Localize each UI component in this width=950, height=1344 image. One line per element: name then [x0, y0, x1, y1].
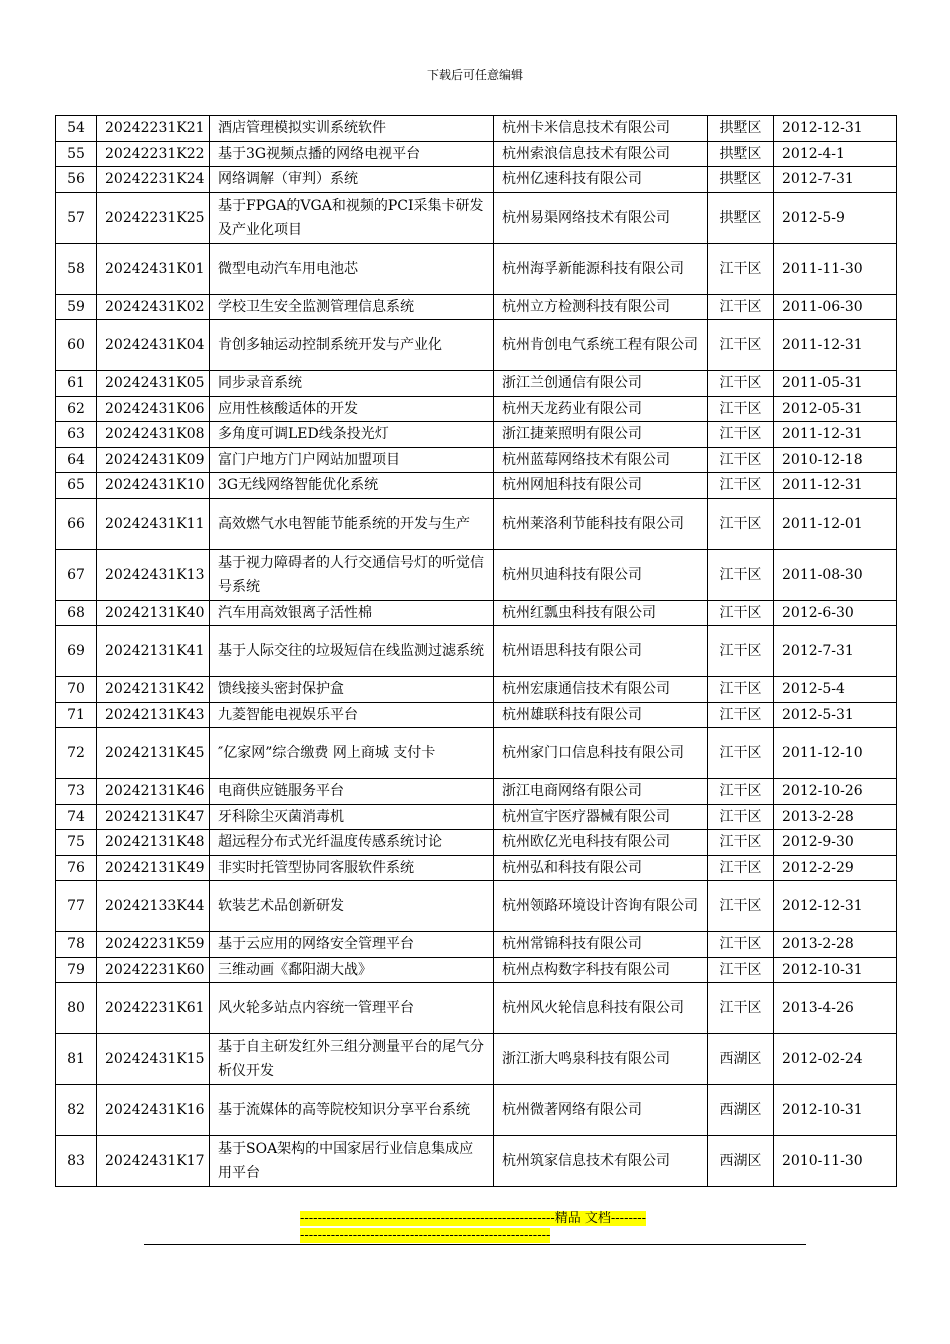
row-code: 20242431K01 — [97, 243, 210, 294]
row-company: 杭州领路环境设计咨询有限公司 — [494, 881, 708, 932]
row-number: 69 — [56, 626, 97, 677]
row-company: 浙江兰创通信有限公司 — [494, 371, 708, 397]
row-date: 2011-05-31 — [774, 371, 897, 397]
row-code: 20242131K48 — [97, 830, 210, 856]
row-number: 70 — [56, 677, 97, 703]
row-project-name: 基于SOA架构的中国家居行业信息集成应用平台 — [210, 1136, 494, 1187]
row-number: 60 — [56, 320, 97, 371]
footer-highlight-text: ----------------------------------------------------------精品 文档----------------------------------------------------------------- — [300, 1211, 647, 1243]
row-project-name: 风火轮多站点内容统一管理平台 — [210, 983, 494, 1034]
row-project-name: 酒店管理模拟实训系统软件 — [210, 116, 494, 142]
row-number: 55 — [56, 141, 97, 167]
table-row — [56, 422, 897, 448]
row-district: 江干区 — [708, 626, 774, 677]
row-company: 杭州贝迪科技有限公司 — [494, 549, 708, 600]
table-row — [56, 626, 897, 677]
row-company: 浙江捷莱照明有限公司 — [494, 422, 708, 448]
table-row — [56, 983, 897, 1034]
row-company: 杭州天龙药业有限公司 — [494, 396, 708, 422]
table-row — [56, 779, 897, 805]
row-date: 2011-12-01 — [774, 498, 897, 549]
table-row — [56, 141, 897, 167]
row-company: 杭州微著网络有限公司 — [494, 1085, 708, 1136]
row-code: 20242131K43 — [97, 702, 210, 728]
row-district: 江干区 — [708, 728, 774, 779]
row-district: 江干区 — [708, 779, 774, 805]
row-date: 2012-6-30 — [774, 600, 897, 626]
table-row — [56, 1034, 897, 1085]
table-row — [56, 167, 897, 193]
row-date: 2012-9-30 — [774, 830, 897, 856]
row-district: 江干区 — [708, 677, 774, 703]
row-project-name: 基于云应用的网络安全管理平台 — [210, 932, 494, 958]
row-district: 江干区 — [708, 830, 774, 856]
row-date: 2012-10-26 — [774, 779, 897, 805]
row-project-name: 牙科除尘灭菌消毒机 — [210, 804, 494, 830]
project-table — [55, 115, 897, 1187]
row-project-name: 微型电动汽车用电池芯 — [210, 243, 494, 294]
row-company: 杭州常锦科技有限公司 — [494, 932, 708, 958]
table-row — [56, 243, 897, 294]
row-date: 2011-12-31 — [774, 422, 897, 448]
row-company: 杭州亿速科技有限公司 — [494, 167, 708, 193]
row-company: 浙江浙大鸣泉科技有限公司 — [494, 1034, 708, 1085]
table-row — [56, 1085, 897, 1136]
table-row — [56, 932, 897, 958]
row-number: 61 — [56, 371, 97, 397]
row-district: 江干区 — [708, 957, 774, 983]
row-company: 杭州欧亿光电科技有限公司 — [494, 830, 708, 856]
row-code: 20242131K42 — [97, 677, 210, 703]
row-project-name: 网络调解（审判）系统 — [210, 167, 494, 193]
row-code: 20242131K41 — [97, 626, 210, 677]
row-date: 2012-5-4 — [774, 677, 897, 703]
table-row — [56, 396, 897, 422]
table-row — [56, 830, 897, 856]
row-project-name: 应用性核酸适体的开发 — [210, 396, 494, 422]
row-project-name: 富门户地方门户网站加盟项目 — [210, 447, 494, 473]
row-district: 拱墅区 — [708, 116, 774, 142]
row-district: 江干区 — [708, 243, 774, 294]
row-project-name: 基于3G视频点播的网络电视平台 — [210, 141, 494, 167]
table-row — [56, 600, 897, 626]
row-district: 江干区 — [708, 932, 774, 958]
table-row — [56, 728, 897, 779]
row-date: 2012-05-31 — [774, 396, 897, 422]
row-code: 20242431K04 — [97, 320, 210, 371]
table-row — [56, 473, 897, 499]
row-project-name: 同步录音系统 — [210, 371, 494, 397]
row-code: 20242431K16 — [97, 1085, 210, 1136]
row-number: 64 — [56, 447, 97, 473]
row-date: 2012-10-31 — [774, 1085, 897, 1136]
row-project-name: 电商供应链服务平台 — [210, 779, 494, 805]
row-date: 2012-4-1 — [774, 141, 897, 167]
row-code: 20242231K24 — [97, 167, 210, 193]
row-project-name: 多角度可调LED线条投光灯 — [210, 422, 494, 448]
row-project-name: 基于视力障碍者的人行交通信号灯的听觉信号系统 — [210, 549, 494, 600]
table-row — [56, 855, 897, 881]
table-row — [56, 1136, 897, 1187]
row-date: 2013-2-28 — [774, 804, 897, 830]
table-row — [56, 320, 897, 371]
row-number: 75 — [56, 830, 97, 856]
row-project-name: 3G无线网络智能优化系统 — [210, 473, 494, 499]
row-code: 20242431K06 — [97, 396, 210, 422]
row-company: 杭州网旭科技有限公司 — [494, 473, 708, 499]
row-district: 拱墅区 — [708, 192, 774, 243]
row-date: 2011-12-31 — [774, 473, 897, 499]
row-code: 20242131K45 — [97, 728, 210, 779]
table-row — [56, 549, 897, 600]
row-number: 56 — [56, 167, 97, 193]
row-project-name: 高效燃气水电智能节能系统的开发与生产 — [210, 498, 494, 549]
row-date: 2013-4-26 — [774, 983, 897, 1034]
row-district: 西湖区 — [708, 1085, 774, 1136]
row-number: 59 — [56, 294, 97, 320]
table-row — [56, 957, 897, 983]
table-row — [56, 447, 897, 473]
row-number: 67 — [56, 549, 97, 600]
row-district: 西湖区 — [708, 1136, 774, 1187]
row-company: 杭州筑家信息技术有限公司 — [494, 1136, 708, 1187]
row-project-name: 九菱智能电视娱乐平台 — [210, 702, 494, 728]
row-code: 20242131K46 — [97, 779, 210, 805]
row-date: 2012-12-31 — [774, 116, 897, 142]
row-number: 54 — [56, 116, 97, 142]
row-date: 2011-12-10 — [774, 728, 897, 779]
row-date: 2011-08-30 — [774, 549, 897, 600]
row-date: 2011-12-31 — [774, 320, 897, 371]
row-district: 江干区 — [708, 855, 774, 881]
row-company: 杭州宣宇医疗器械有限公司 — [494, 804, 708, 830]
row-number: 80 — [56, 983, 97, 1034]
row-number: 78 — [56, 932, 97, 958]
row-number: 63 — [56, 422, 97, 448]
row-date: 2010-12-18 — [774, 447, 897, 473]
row-number: 71 — [56, 702, 97, 728]
row-number: 77 — [56, 881, 97, 932]
row-date: 2012-7-31 — [774, 167, 897, 193]
row-company: 杭州立方检测科技有限公司 — [494, 294, 708, 320]
row-district: 江干区 — [708, 447, 774, 473]
row-number: 83 — [56, 1136, 97, 1187]
row-project-name: 基于FPGA的VGA和视频的PCI采集卡研发及产业化项目 — [210, 192, 494, 243]
row-code: 20242231K22 — [97, 141, 210, 167]
table-row — [56, 371, 897, 397]
row-date: 2012-2-29 — [774, 855, 897, 881]
row-district: 江干区 — [708, 498, 774, 549]
row-company: 杭州点构数字科技有限公司 — [494, 957, 708, 983]
row-date: 2011-11-30 — [774, 243, 897, 294]
footer — [300, 1210, 650, 1244]
row-district: 江干区 — [708, 881, 774, 932]
row-code: 20242431K13 — [97, 549, 210, 600]
row-code: 20242431K10 — [97, 473, 210, 499]
row-code: 20242131K40 — [97, 600, 210, 626]
row-number: 74 — [56, 804, 97, 830]
row-district: 拱墅区 — [708, 141, 774, 167]
row-district: 江干区 — [708, 549, 774, 600]
row-code: 20242231K59 — [97, 932, 210, 958]
row-code: 20242431K15 — [97, 1034, 210, 1085]
row-district: 江干区 — [708, 396, 774, 422]
row-district: 拱墅区 — [708, 167, 774, 193]
row-date: 2012-12-31 — [774, 881, 897, 932]
row-company: 杭州易渠网络技术有限公司 — [494, 192, 708, 243]
row-company: 杭州索浪信息技术有限公司 — [494, 141, 708, 167]
table-row — [56, 498, 897, 549]
table-row — [56, 702, 897, 728]
row-project-name: ″亿家网”综合缴费 网上商城 支付卡 — [210, 728, 494, 779]
row-district: 江干区 — [708, 804, 774, 830]
row-code: 20242133K44 — [97, 881, 210, 932]
row-date: 2013-2-28 — [774, 932, 897, 958]
row-company: 杭州肯创电气系统工程有限公司 — [494, 320, 708, 371]
row-company: 杭州海孚新能源科技有限公司 — [494, 243, 708, 294]
row-project-name: 汽车用高效银离子活性棉 — [210, 600, 494, 626]
row-project-name: 非实时托管型协同客服软件系统 — [210, 855, 494, 881]
row-project-name: 基于流媒体的高等院校知识分享平台系统 — [210, 1085, 494, 1136]
row-code: 20242231K21 — [97, 116, 210, 142]
table-row — [56, 192, 897, 243]
row-district: 江干区 — [708, 371, 774, 397]
table-row — [56, 116, 897, 142]
row-company: 杭州弘和科技有限公司 — [494, 855, 708, 881]
row-number: 66 — [56, 498, 97, 549]
row-project-name: 馈线接头密封保护盒 — [210, 677, 494, 703]
row-code: 20242231K61 — [97, 983, 210, 1034]
row-number: 81 — [56, 1034, 97, 1085]
row-company: 杭州卡米信息技术有限公司 — [494, 116, 708, 142]
row-date: 2012-5-9 — [774, 192, 897, 243]
row-code: 20242431K05 — [97, 371, 210, 397]
row-code: 20242131K47 — [97, 804, 210, 830]
table-row — [56, 881, 897, 932]
row-project-name: 三维动画《鄱阳湖大战》 — [210, 957, 494, 983]
row-project-name: 学校卫生安全监测管理信息系统 — [210, 294, 494, 320]
row-company: 杭州语思科技有限公司 — [494, 626, 708, 677]
table-row — [56, 677, 897, 703]
row-code: 20242431K02 — [97, 294, 210, 320]
row-code: 20242431K11 — [97, 498, 210, 549]
row-number: 76 — [56, 855, 97, 881]
project-table-body — [56, 116, 897, 1187]
row-code: 20242231K25 — [97, 192, 210, 243]
row-number: 73 — [56, 779, 97, 805]
table-row — [56, 294, 897, 320]
row-company: 杭州家门口信息科技有限公司 — [494, 728, 708, 779]
row-number: 72 — [56, 728, 97, 779]
row-code: 20242231K60 — [97, 957, 210, 983]
row-date: 2012-10-31 — [774, 957, 897, 983]
row-date: 2012-5-31 — [774, 702, 897, 728]
row-code: 20242131K49 — [97, 855, 210, 881]
row-number: 68 — [56, 600, 97, 626]
row-project-name: 超远程分布式光纤温度传感系统讨论 — [210, 830, 494, 856]
page-header: 下载后可任意编辑 — [426, 68, 523, 82]
row-project-name: 基于自主研发红外三组分测量平台的尾气分析仪开发 — [210, 1034, 494, 1085]
row-district: 江干区 — [708, 422, 774, 448]
row-number: 62 — [56, 396, 97, 422]
row-district: 江干区 — [708, 702, 774, 728]
row-project-name: 基于人际交往的垃圾短信在线监测过滤系统 — [210, 626, 494, 677]
row-company: 杭州莱洛利节能科技有限公司 — [494, 498, 708, 549]
row-code: 20242431K09 — [97, 447, 210, 473]
row-company: 杭州风火轮信息科技有限公司 — [494, 983, 708, 1034]
row-date: 2011-06-30 — [774, 294, 897, 320]
row-company: 杭州雄联科技有限公司 — [494, 702, 708, 728]
row-date: 2012-02-24 — [774, 1034, 897, 1085]
row-number: 79 — [56, 957, 97, 983]
row-code: 20242431K17 — [97, 1136, 210, 1187]
row-number: 82 — [56, 1085, 97, 1136]
row-company: 杭州蓝莓网络技术有限公司 — [494, 447, 708, 473]
row-company: 浙江电商网络有限公司 — [494, 779, 708, 805]
row-date: 2012-7-31 — [774, 626, 897, 677]
row-code: 20242431K08 — [97, 422, 210, 448]
row-project-name: 肯创多轴运动控制系统开发与产业化 — [210, 320, 494, 371]
row-number: 57 — [56, 192, 97, 243]
row-district: 西湖区 — [708, 1034, 774, 1085]
footer-divider — [144, 1244, 806, 1245]
row-number: 58 — [56, 243, 97, 294]
row-district: 江干区 — [708, 320, 774, 371]
row-company: 杭州宏康通信技术有限公司 — [494, 677, 708, 703]
row-district: 江干区 — [708, 600, 774, 626]
row-company: 杭州红瓢虫科技有限公司 — [494, 600, 708, 626]
row-district: 江干区 — [708, 983, 774, 1034]
row-date: 2010-11-30 — [774, 1136, 897, 1187]
table-row — [56, 804, 897, 830]
row-number: 65 — [56, 473, 97, 499]
row-project-name: 软装艺术品创新研发 — [210, 881, 494, 932]
row-district: 江干区 — [708, 473, 774, 499]
row-district: 江干区 — [708, 294, 774, 320]
